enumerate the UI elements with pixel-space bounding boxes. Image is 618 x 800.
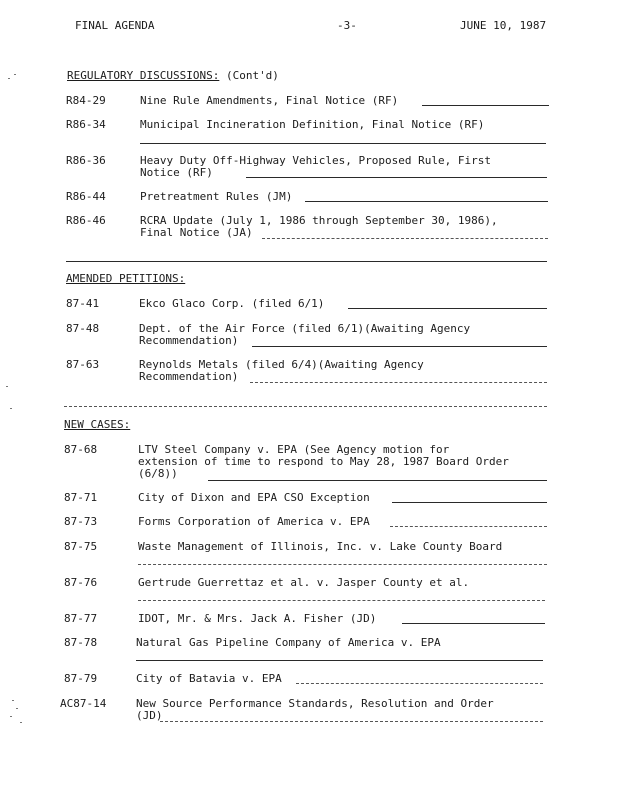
underline	[138, 564, 547, 565]
underline	[262, 238, 548, 239]
item-id: 87-48	[66, 322, 100, 335]
scan-speck	[6, 386, 8, 387]
item-description-cont: (6/8))	[138, 467, 178, 480]
item-description-cont: Recommendation)	[139, 370, 239, 383]
underline	[296, 683, 543, 684]
item-description: Reynolds Metals (filed 6/4)(Awaiting Agency	[139, 358, 424, 371]
item-id: R86-44	[66, 190, 106, 203]
header-title: FINAL AGENDA	[75, 19, 155, 32]
item-id: R86-36	[66, 154, 106, 167]
item-id: R86-34	[66, 118, 106, 131]
underline	[136, 660, 543, 661]
section-heading-new-cases: NEW CASES:	[64, 418, 131, 431]
item-description: Forms Corporation of America v. EPA	[138, 515, 370, 528]
underline	[402, 623, 545, 624]
item-description: Gertrude Guerrettaz et al. v. Jasper County et al.	[138, 576, 470, 589]
section-heading-amended: AMENDED PETITIONS:	[66, 272, 186, 285]
underline	[390, 526, 547, 527]
item-id: 87-79	[64, 672, 98, 685]
item-description: RCRA Update (July 1, 1986 through September 30, 1986),	[140, 214, 498, 227]
underline	[252, 346, 547, 347]
item-id: 87-41	[66, 297, 100, 310]
item-description-cont: (JD)	[136, 709, 163, 722]
item-description: Dept. of the Air Force (filed 6/1)(Awaiting Agency	[139, 322, 471, 335]
underline	[138, 600, 545, 601]
item-description: Ekco Glaco Corp. (filed 6/1)	[139, 297, 325, 310]
underline	[246, 177, 547, 178]
item-description: New Source Performance Standards, Resolution and Order	[136, 697, 494, 710]
scan-speck	[8, 78, 10, 79]
underline	[392, 502, 547, 503]
item-description: Heavy Duty Off-Highway Vehicles, Proposed Rule, First	[140, 154, 491, 167]
underline	[305, 201, 548, 202]
item-id: 87-78	[64, 636, 98, 649]
regulatory-heading-suffix: (Cont'd)	[219, 69, 279, 82]
scan-speck	[12, 700, 14, 701]
item-id: 87-63	[66, 358, 100, 371]
item-description-cont: Notice (RF)	[140, 166, 213, 179]
item-id: 87-68	[64, 443, 98, 456]
item-description: Natural Gas Pipeline Company of America v. EPA	[136, 636, 441, 649]
item-id: 87-75	[64, 540, 98, 553]
item-id: R84-29	[66, 94, 106, 107]
scan-speck	[16, 708, 18, 709]
item-id: AC87-14	[60, 697, 107, 710]
item-id: 87-73	[64, 515, 98, 528]
underline	[422, 105, 549, 106]
item-description: Pretreatment Rules (JM)	[140, 190, 293, 203]
item-id: R86-46	[66, 214, 106, 227]
underline	[250, 382, 547, 383]
scan-speck	[10, 408, 12, 409]
item-description-cont: Recommendation)	[139, 334, 239, 347]
item-id: 87-77	[64, 612, 98, 625]
scan-speck	[14, 74, 16, 75]
item-description: LTV Steel Company v. EPA (See Agency motion for	[138, 443, 450, 456]
header-date: JUNE 10, 1987	[460, 19, 547, 32]
scan-speck	[20, 722, 22, 723]
item-id: 87-71	[64, 491, 98, 504]
item-description-cont: extension of time to respond to May 28, 1987 Board Order	[138, 455, 509, 468]
underline	[160, 721, 543, 722]
underline	[66, 261, 547, 262]
item-description: City of Batavia v. EPA	[136, 672, 282, 685]
item-description: Waste Management of Illinois, Inc. v. Lake County Board	[138, 540, 503, 553]
item-description-cont: Final Notice (JA)	[140, 226, 253, 239]
item-description: IDOT, Mr. & Mrs. Jack A. Fisher (JD)	[138, 612, 377, 625]
page-number: -3-	[337, 19, 357, 32]
item-description: Nine Rule Amendments, Final Notice (RF)	[140, 94, 399, 107]
section-heading-regulatory	[67, 70, 279, 82]
item-id: 87-76	[64, 576, 98, 589]
section-divider	[64, 406, 547, 407]
regulatory-heading-text: REGULATORY DISCUSSIONS:	[67, 69, 220, 82]
item-description: Municipal Incineration Definition, Final Notice (RF)	[140, 118, 485, 131]
underline	[348, 308, 547, 309]
item-description: City of Dixon and EPA CSO Exception	[138, 491, 370, 504]
underline	[140, 143, 546, 144]
underline	[208, 480, 547, 481]
scan-speck	[10, 716, 12, 717]
